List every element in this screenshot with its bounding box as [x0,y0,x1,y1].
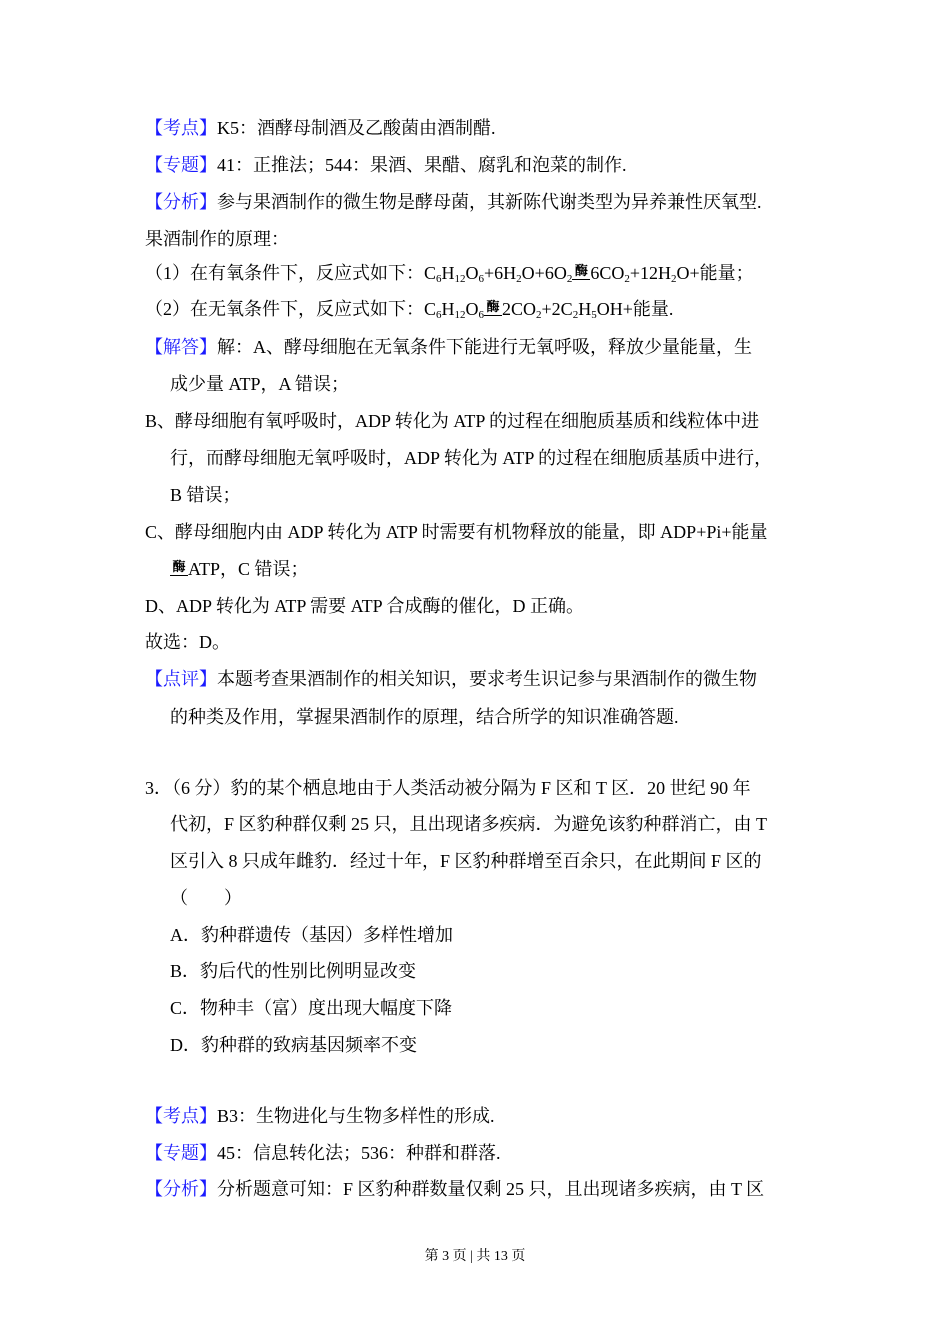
subscript: 2 [572,309,579,321]
text-run: A．豹种群遗传（基因）多样性增加 [170,925,453,945]
subscript: 2 [624,273,630,285]
text-line [170,447,772,469]
text-line [145,262,754,284]
text-line [145,154,627,176]
text-run: 6CO [590,263,625,283]
text-line [145,595,584,617]
text-run: B、酵母细胞有氧呼吸时，ADP 转化为 ATP 的过程在细胞质基质和线粒体中进 [145,411,760,431]
text-run: D、ADP 转化为 ATP 需要 ATP 合成酶的催化，D 正确。 [145,596,585,616]
subscript: 2 [671,273,677,285]
text-run: H [441,263,455,283]
text-run: 参与果酒制作的微生物是酵母菌，其新陈代谢类型为异养兼性厌氧型. [217,192,762,212]
text-line [170,924,453,946]
subscript: 2 [566,273,573,285]
text-run: C．物种丰（富）度出现大幅度下降 [170,998,453,1018]
enzyme-arrow: 酶 [484,300,502,313]
text-line [170,1034,417,1056]
text-line [145,117,496,139]
text-run: 解：A、酵母细胞在无氧条件下能进行无氧呼吸，释放少量能量，生 [217,337,752,357]
text-line [170,997,452,1019]
text-line [170,484,241,506]
text-run: 分析题意可知：F 区豹种群数量仅剩 25 只，且出现诸多疾病，由 T 区 [217,1179,765,1199]
text-run: 区引入 8 只成年雌豹．经过十年，F 区豹种群增至百余只，在此期间 F 区的 [170,851,762,871]
text-run: 行，而酵母细胞无氧呼吸时，ADP 转化为 ATP 的过程在细胞质基质中进行， [170,448,773,468]
subscript: 6 [478,273,485,285]
subscript: 2 [516,273,522,285]
text-run: H [578,299,592,319]
text-run: 3．（6 分）豹的某个栖息地由于人类活动被分隔为 F 区和 T 区．20 世纪 90 年 [145,778,751,798]
text-run: 2CO [502,299,537,319]
text-line [145,1142,501,1164]
text-run: OH+能量. [596,299,674,319]
text-run: ATP，C 错误； [188,559,309,579]
subscript: 6 [478,309,485,321]
section-label: 【点评】 [145,669,217,689]
section-label: 【专题】 [145,155,217,175]
enzyme-arrow: 酶 [572,264,590,277]
text-line [145,1105,495,1127]
text-line [145,777,751,799]
subscript: 6 [436,309,442,321]
text-run: O+6O [521,263,567,283]
text-line [145,228,289,250]
text-run: （1）在有氧条件下，反应式如下：C [145,263,437,283]
page-footer: 第 3 页 | 共 13 页 [424,1249,526,1264]
text-run: 的种类及作用，掌握果酒制作的原理，结合所学的知识准确答题. [170,707,679,727]
text-run: 故选：D。 [145,632,230,652]
text-line [145,191,762,213]
text-run: 果酒制作的原理： [145,229,289,249]
text-line [145,410,759,432]
text-run: 41：正推法；544：果酒、果醋、腐乳和泡菜的制作. [217,155,627,175]
text-line [145,298,673,320]
text-run: 45：信息转化法；536：种群和群落. [217,1143,501,1163]
text-run: +12H [629,263,671,283]
text-run: 代初，F 区豹种群仅剩 25 只，且出现诸多疾病．为避免该豹种群消亡，由 T [170,814,768,834]
text-run: 成少量 ATP，A 错误； [170,374,350,394]
text-line [145,521,768,543]
text-line [170,850,762,872]
text-line [145,1178,764,1200]
text-line [145,336,752,358]
section-label: 【考点】 [145,1106,217,1126]
section-label: 【分析】 [145,192,217,212]
section-label: 【考点】 [145,118,217,138]
text-line [170,373,349,395]
section-label: 【专题】 [145,1143,217,1163]
text-run: D．豹种群的致病基因频率不变 [170,1035,417,1055]
subscript: 5 [591,309,597,321]
text-line [145,631,230,653]
text-run: +2C [541,299,573,319]
text-run: +6H [484,263,517,283]
text-run: O+能量； [676,263,754,283]
section-label: 【解答】 [145,337,217,357]
text-run: B3：生物进化与生物多样性的形成. [217,1106,495,1126]
subscript: 6 [436,273,442,285]
text-run: （2）在无氧条件下，反应式如下：C [145,299,437,319]
text-run: O [465,299,479,319]
text-line [145,668,757,690]
text-run: H [441,299,455,319]
text-run: C、酵母细胞内由 ADP 转化为 ATP 时需要有机物释放的能量，即 ADP+Pi+能量 [145,522,768,542]
text-line [170,706,679,728]
text-run: （ ） [170,888,242,908]
text-run: B 错误； [170,485,241,505]
text-line [170,960,416,982]
text-run: B．豹后代的性别比例明显改变 [170,961,417,981]
text-line [170,887,242,909]
section-label: 【分析】 [145,1179,217,1199]
subscript: 2 [536,309,542,321]
text-run: O [465,263,479,283]
enzyme-arrow: 酶 [170,560,188,573]
text-line [170,558,309,580]
text-run: 本题考查果酒制作的相关知识，要求考生识记参与果酒制作的微生物 [217,669,757,689]
subscript: 12 [454,273,466,285]
subscript: 12 [454,309,466,321]
text-line [170,813,767,835]
text-run: K5：酒酵母制酒及乙酸菌由酒制醋. [217,118,496,138]
